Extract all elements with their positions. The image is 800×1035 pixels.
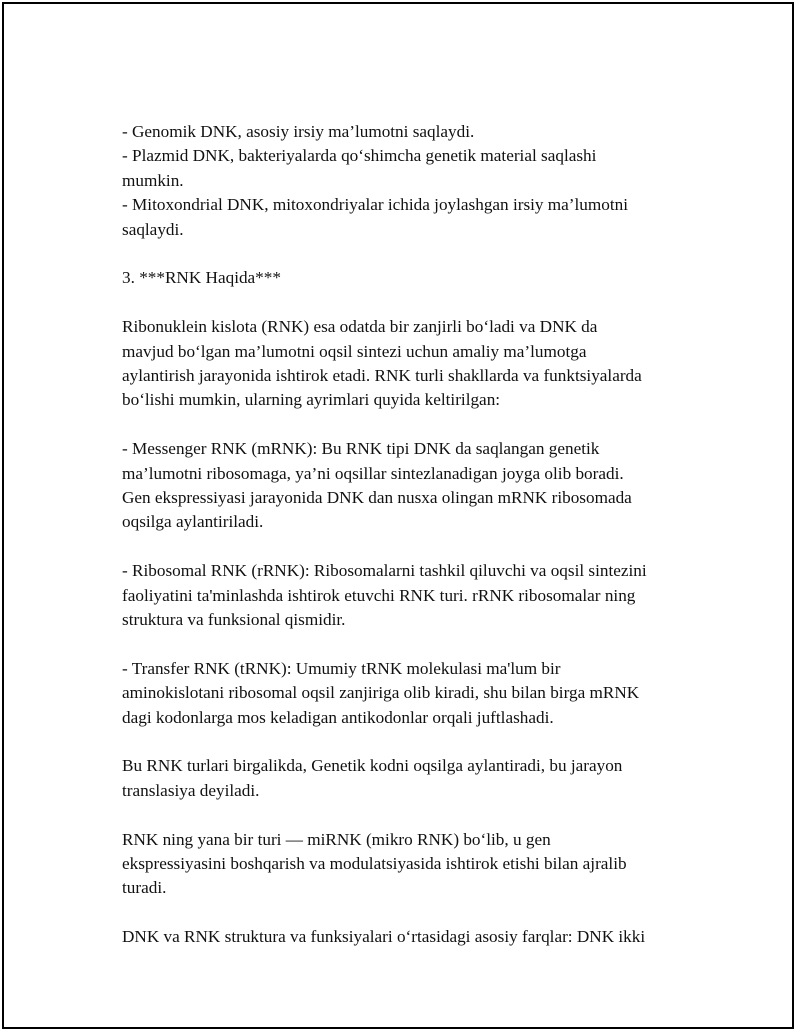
text-line: aminokislotani ribosomal oqsil zanjiriga olib kiradi, shu bilan birga mRNK [122,683,640,703]
page-frame [2,2,794,1029]
text-line: RNK ning yana bir turi — miRNK (mikro RNK) bo‘lib, u gen [122,829,551,849]
paragraph-translation [122,754,697,803]
text-line: aylantirish jarayonida ishtirok etadi. RNK turli shakllarda va funktsiyalarda [122,366,642,386]
paragraph-mirnk [122,828,697,901]
heading-line: 3. ***RNK Haqida*** [122,268,281,288]
text-line: - Messenger RNK (mRNK): Bu RNK tipi DNK da saqlangan genetik [122,439,600,459]
text-line: Gen ekspressiyasi jarayonida DNK dan nusxa olingan mRNK ribosomada [122,488,632,508]
text-line: ma’lumotni ribosomaga, ya’ni oqsillar sintezlanadigan joyga olib boradi. [122,463,624,483]
text-line: turadi. [122,878,167,898]
text-line: oqsilga aylantiriladi. [122,512,264,532]
text-line: dagi kodonlarga mos keladigan antikodonlar orqali juftlashadi. [122,707,554,727]
text-line: - Genomik DNK, asosiy irsiy ma’lumotni saqlaydi. [122,122,475,141]
paragraph-mrnk [122,437,697,535]
text-line: Ribonuklein kislota (RNK) esa odatda bir zanjirli bo‘ladi va DNK da [122,317,598,337]
paragraph-differences [122,925,697,949]
text-line: bo‘lishi mumkin, ularning ayrimlari quyida keltirilgan: [122,390,501,410]
text-line: translasiya deyiladi. [122,780,260,800]
document-body [122,120,697,974]
text-line: - Mitoxondrial DNK, mitoxondriyalar ichida joylashgan irsiy ma’lumotni [122,195,628,215]
section-heading-rnk [122,266,697,290]
paragraph-dna-types [122,120,697,242]
text-line: - Transfer RNK (tRNK): Umumiy tRNK molekulasi ma'lum bir [122,658,561,678]
text-line: - Ribosomal RNK (rRNK): Ribosomalarni tashkil qiluvchi va oqsil sintezini [122,561,647,581]
text-line: mavjud bo‘lgan ma’lumotni oqsil sintezi uchun amaliy ma’lumotga [122,341,587,361]
text-line: saqlaydi. [122,219,184,239]
text-line: - Plazmid DNK, bakteriyalarda qo‘shimcha genetik material saqlashi [122,146,597,166]
paragraph-rrnk [122,559,697,632]
text-line: faoliyatini ta'minlashda ishtirok etuvchi RNK turi. rRNK ribosomalar ning [122,585,636,605]
text-line: struktura va funksional qismidir. [122,610,346,630]
text-line: ekspressiyasini boshqarish va modulatsiyasida ishtirok etishi bilan ajralib [122,854,627,874]
text-line: Bu RNK turlari birgalikda, Genetik kodni oqsilga aylantiradi, bu jarayon [122,756,623,776]
text-line: mumkin. [122,170,184,190]
text-line: DNK va RNK struktura va funksiyalari o‘rtasidagi asosiy farqlar: DNK ikki [122,927,646,947]
paragraph-trnk [122,657,697,730]
paragraph-rnk-intro [122,315,697,413]
